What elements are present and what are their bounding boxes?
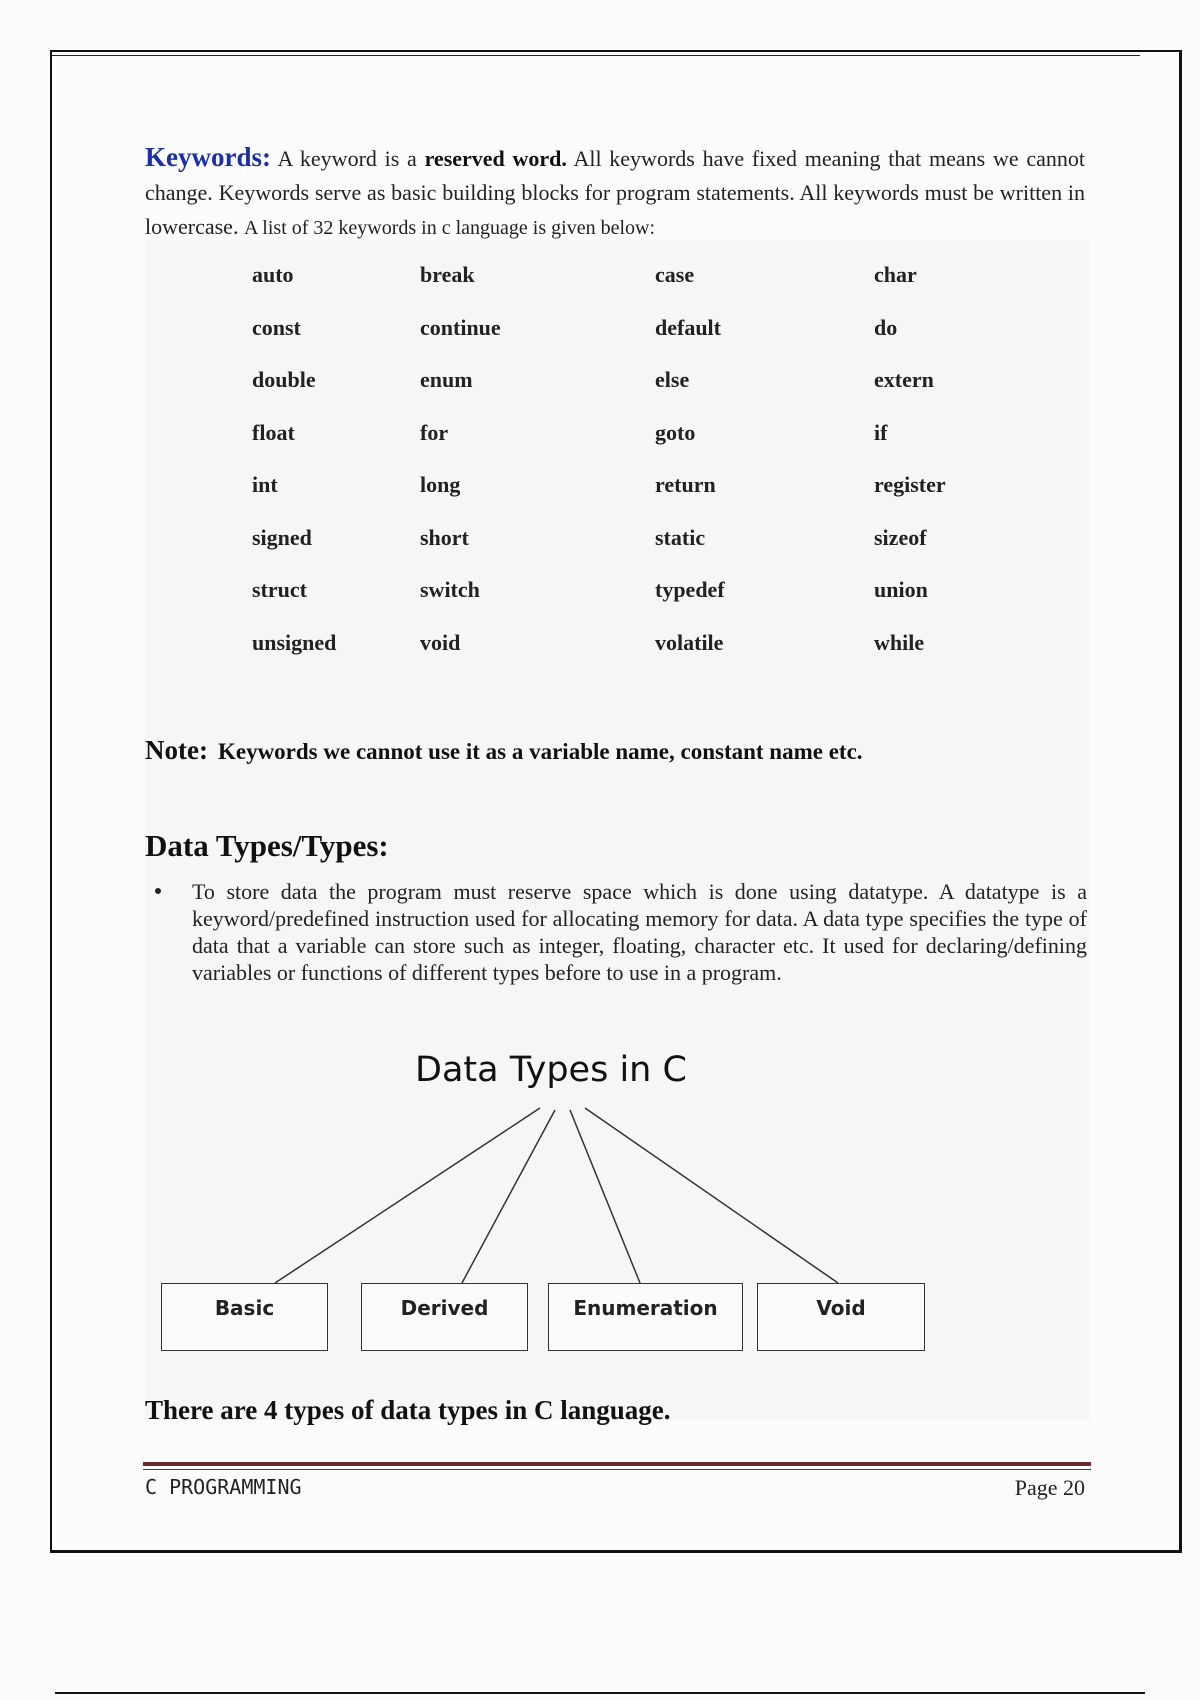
keyword-cell: default — [655, 314, 721, 340]
bullet-icon — [155, 888, 161, 894]
keyword-row — [252, 577, 1012, 630]
node-derived — [361, 1283, 528, 1351]
keyword-cell: if — [874, 419, 888, 445]
keyword-cell: while — [874, 629, 925, 655]
keywords-heading: Keywords: — [145, 142, 271, 172]
reserved-word-bold: reserved word. — [424, 146, 567, 171]
keyword-cell: unsigned — [252, 629, 337, 655]
keyword-row — [252, 472, 1012, 525]
intro-text-1: A keyword is a — [270, 146, 425, 171]
keyword-cell: extern — [874, 367, 934, 392]
intro-list-lead: A list of 32 keywords in c language is given below: — [243, 217, 655, 239]
keyword-cell: double — [252, 367, 316, 392]
keyword-cell: union — [874, 577, 928, 602]
node-basic — [161, 1283, 328, 1351]
keyword-cell: for — [420, 419, 449, 445]
keyword-cell: static — [655, 524, 706, 550]
note-label: Note: — [145, 735, 208, 765]
keyword-row — [252, 315, 1012, 368]
footer-rule — [143, 1462, 1091, 1466]
keyword-cell: sizeof — [874, 524, 927, 550]
keyword-row — [252, 367, 1012, 420]
keyword-cell: volatile — [655, 629, 724, 655]
node-enumeration — [548, 1283, 743, 1351]
footer-rule-thin — [143, 1469, 1091, 1470]
keyword-row — [252, 630, 1012, 683]
keyword-cell: short — [420, 524, 469, 550]
conclusion-text: There are 4 types of data types in C language. — [145, 1395, 671, 1425]
diagram-title: Data Types in C — [415, 1050, 687, 1090]
keyword-row — [252, 420, 1012, 473]
footer-title: C PROGRAMMING — [145, 1475, 302, 1499]
keyword-cell: struct — [252, 577, 307, 602]
note-text: Keywords we cannot use it as a variable name, constant name etc. — [217, 739, 863, 764]
keyword-row — [252, 525, 1012, 578]
keyword-cell: goto — [655, 419, 696, 445]
keyword-cell: void — [420, 629, 461, 655]
keyword-cell: typedef — [655, 577, 725, 602]
keyword-cell: char — [874, 262, 917, 287]
keyword-cell: register — [874, 472, 946, 497]
keyword-cell: const — [252, 314, 301, 340]
node-void — [757, 1283, 925, 1351]
data-types-heading: Data Types/Types: — [145, 828, 389, 863]
node-label: Enumeration — [573, 1296, 718, 1320]
node-label: Derived — [400, 1296, 489, 1320]
bottom-rule — [55, 1692, 1145, 1694]
keyword-cell: break — [420, 262, 475, 287]
keywords-grid — [252, 262, 1012, 682]
keyword-row — [252, 262, 1012, 315]
keyword-cell: enum — [420, 367, 473, 392]
keyword-cell: long — [420, 472, 461, 497]
keyword-cell: case — [655, 262, 695, 287]
node-label: Basic — [214, 1296, 275, 1320]
keyword-cell: continue — [420, 314, 501, 340]
keyword-cell: float — [252, 419, 295, 445]
keyword-cell: else — [655, 367, 690, 392]
keyword-cell: return — [655, 472, 716, 497]
note — [145, 735, 863, 766]
keyword-cell: switch — [420, 577, 480, 602]
node-label: Void — [816, 1296, 866, 1320]
bullet-text: To store data the program must reserve space which is done using datatype. A datatype is a keyword/predefined instruction used for allocating memory for data. A data type specifies the type of data that a variable can store such as integer, floating, character etc. It used for declaring/defining variables or functions of different types before to use in a program. — [192, 879, 1087, 985]
page-number: Page 20 — [1014, 1475, 1085, 1500]
intro-text-2: All keywords have fixed meaning that means we cannot change. Keywords serve as basic building blocks for program statements. All keywords must be written in lowercase. — [145, 146, 1085, 239]
keyword-cell: signed — [252, 524, 312, 550]
keyword-cell: int — [252, 472, 278, 497]
keywords-intro-paragraph — [145, 140, 1085, 245]
keyword-cell: auto — [252, 262, 294, 287]
keyword-cell: do — [874, 314, 898, 340]
